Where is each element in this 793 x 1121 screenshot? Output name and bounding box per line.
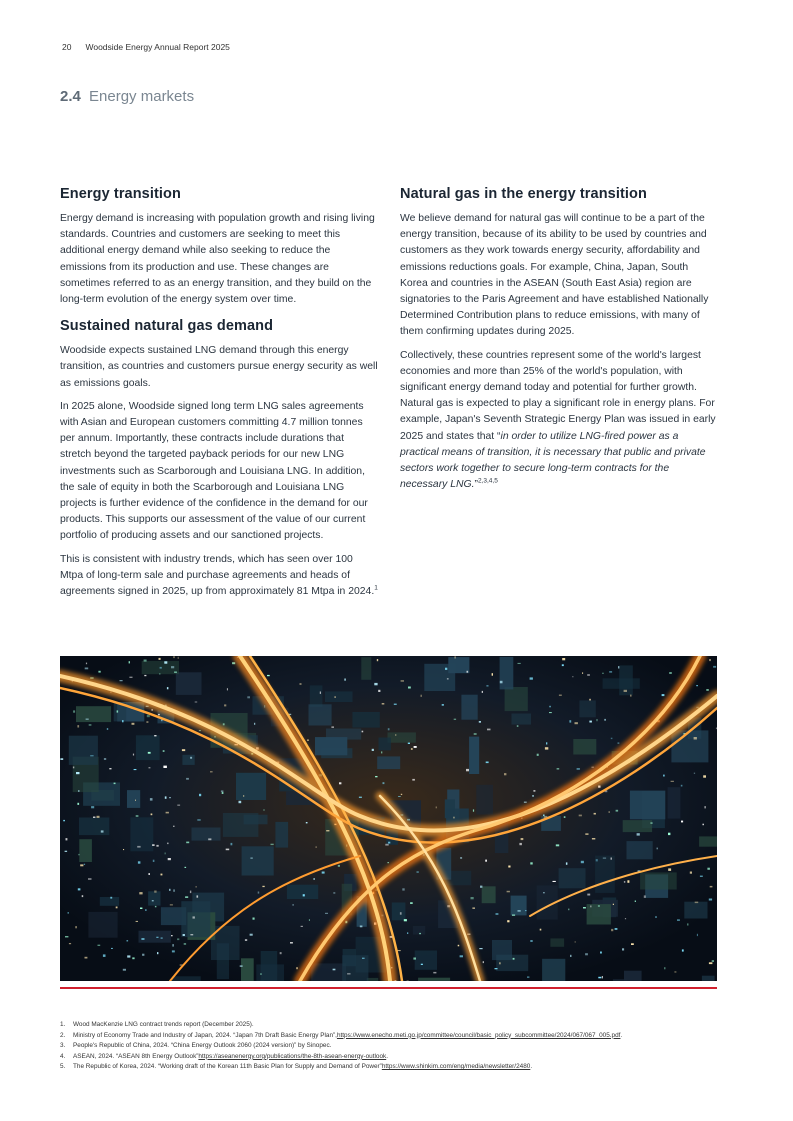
footnotes [60, 1020, 730, 1073]
footnote: 2. Ministry of Economy Trade and Industry of Japan, 2024. “Japan 7th Draft Basic Energy Plan”, https://www.enecho.meti.go.jp/committee/council/basic_policy_subcommittee/2024/067/067_005.pdf . [60, 1031, 730, 1042]
right-column [400, 186, 718, 500]
section-number: 2.4 [60, 88, 81, 105]
footnote: 3. People's Republic of China, 2024. “China Energy Outlook 2060 (2024 version)” by Sinopec. [60, 1042, 332, 1050]
paragraph: We believe demand for natural gas will continue to be a part of the energy transition, because of its ability to be used by countries and customers as they work towards energy security, affordability and emissions reductions goals. For example, China, Japan, South Korea and countries in the ASEAN (South East Asia) region are signatories to the Paris Agreement and have established Nationally Determined Contribution plans to reduce emissions, with many of them confirming updates during 2025. [400, 213, 709, 338]
section-name: Energy markets [89, 88, 195, 105]
footnote-ref[interactable]: 1 [374, 584, 378, 592]
heading-sustained-gas-demand: Sustained natural gas demand [60, 318, 274, 335]
report-title: Woodside Energy Annual Report 2025 [85, 42, 230, 52]
paragraph-with-quote [400, 348, 718, 494]
paragraph-text: Collectively, these countries represent some of the world's largest economies and more than 25% of the world's population, with significant energy demand today and potential for further growth. Natural gas is expected to play a significant role in energy plans. For example, Japan's Seventh Strategic Energy Plan was issued in early 2025 and states that “ [400, 349, 716, 442]
heading-energy-transition: Energy transition [60, 186, 181, 202]
heading-natural-gas-transition: Natural gas in the energy transition [400, 186, 647, 202]
section-title [60, 88, 194, 105]
quote-close: ” [474, 479, 478, 491]
footnote-link[interactable]: https://www.enecho.meti.go.jp/committee/council/basic_policy_subcommittee/2024/067/067_005.pdf [336, 1031, 621, 1039]
paragraph: Energy demand is increasing with population growth and rising living standards. Countries and customers are seeking to meet this additional energy demand while also seeking to reduce the emissions from its production and use. These changes are sometimes referred to as an energy transition, and they build on the long-term evolution of the energy system over time. [60, 213, 375, 306]
footnote: 1. Wood MacKenzie LNG contract trends report (December 2025). [60, 1021, 254, 1028]
city-night-highway-photo [60, 656, 717, 981]
paragraph: Woodside expects sustained LNG demand through this energy transition, as countries and customers pursue energy security as well as emissions goals. [60, 345, 378, 389]
accent-rule [60, 987, 717, 989]
paragraph: In 2025 alone, Woodside signed long term LNG sales agreements with Asian and European customers committing 4.7 million tonnes per annum. Importantly, these contracts include durations that stretch beyond the targeted payback periods for our new LNG investments such as Scarborough and Louisiana LNG. In addition, the sale of equity in both the Scarborough and Louisiana LNG projects is further evidence of the confidence in the demand for our products. This supports our assessment of the value of our current portfolio of producing assets and our sanctioned projects. [60, 400, 368, 542]
footnote: 4. ASEAN, 2024. “ASEAN 8th Energy Outlook” https://aseanenergy.org/publications/the-8th-asean-energy-outlook . [60, 1052, 730, 1063]
footnote-link[interactable]: https://www.shinkim.com/eng/media/newsletter/2480 [381, 1063, 531, 1071]
page-header [62, 42, 230, 52]
footnote-ref[interactable]: 2,3,4,5 [477, 477, 498, 485]
footnote-link[interactable]: https://aseanenergy.org/publications/the-8th-asean-energy-outlook [198, 1052, 387, 1060]
paragraph-text: This is consistent with industry trends, which has seen over 100 Mtpa of long-term sale and purchase agreements and heads of agreements signed in 2025, up from approximately 81 Mtpa in 2024. [60, 553, 375, 598]
left-column [60, 186, 378, 607]
quote-text: in order to utilize LNG-fired power as a practical means of transition, it is necessary that public and private sectors work together to secure long-term contracts for the necessary LNG. [400, 430, 706, 491]
page-number: 20 [62, 42, 72, 52]
footnote: 5. The Republic of Korea, 2024. “Working draft of the Korean 11th Basic Plan for Supply and Demand of Power” https://www.shinkim.com/eng/media/newsletter/2480 . [60, 1062, 730, 1073]
paragraph-with-footnote [60, 552, 378, 601]
